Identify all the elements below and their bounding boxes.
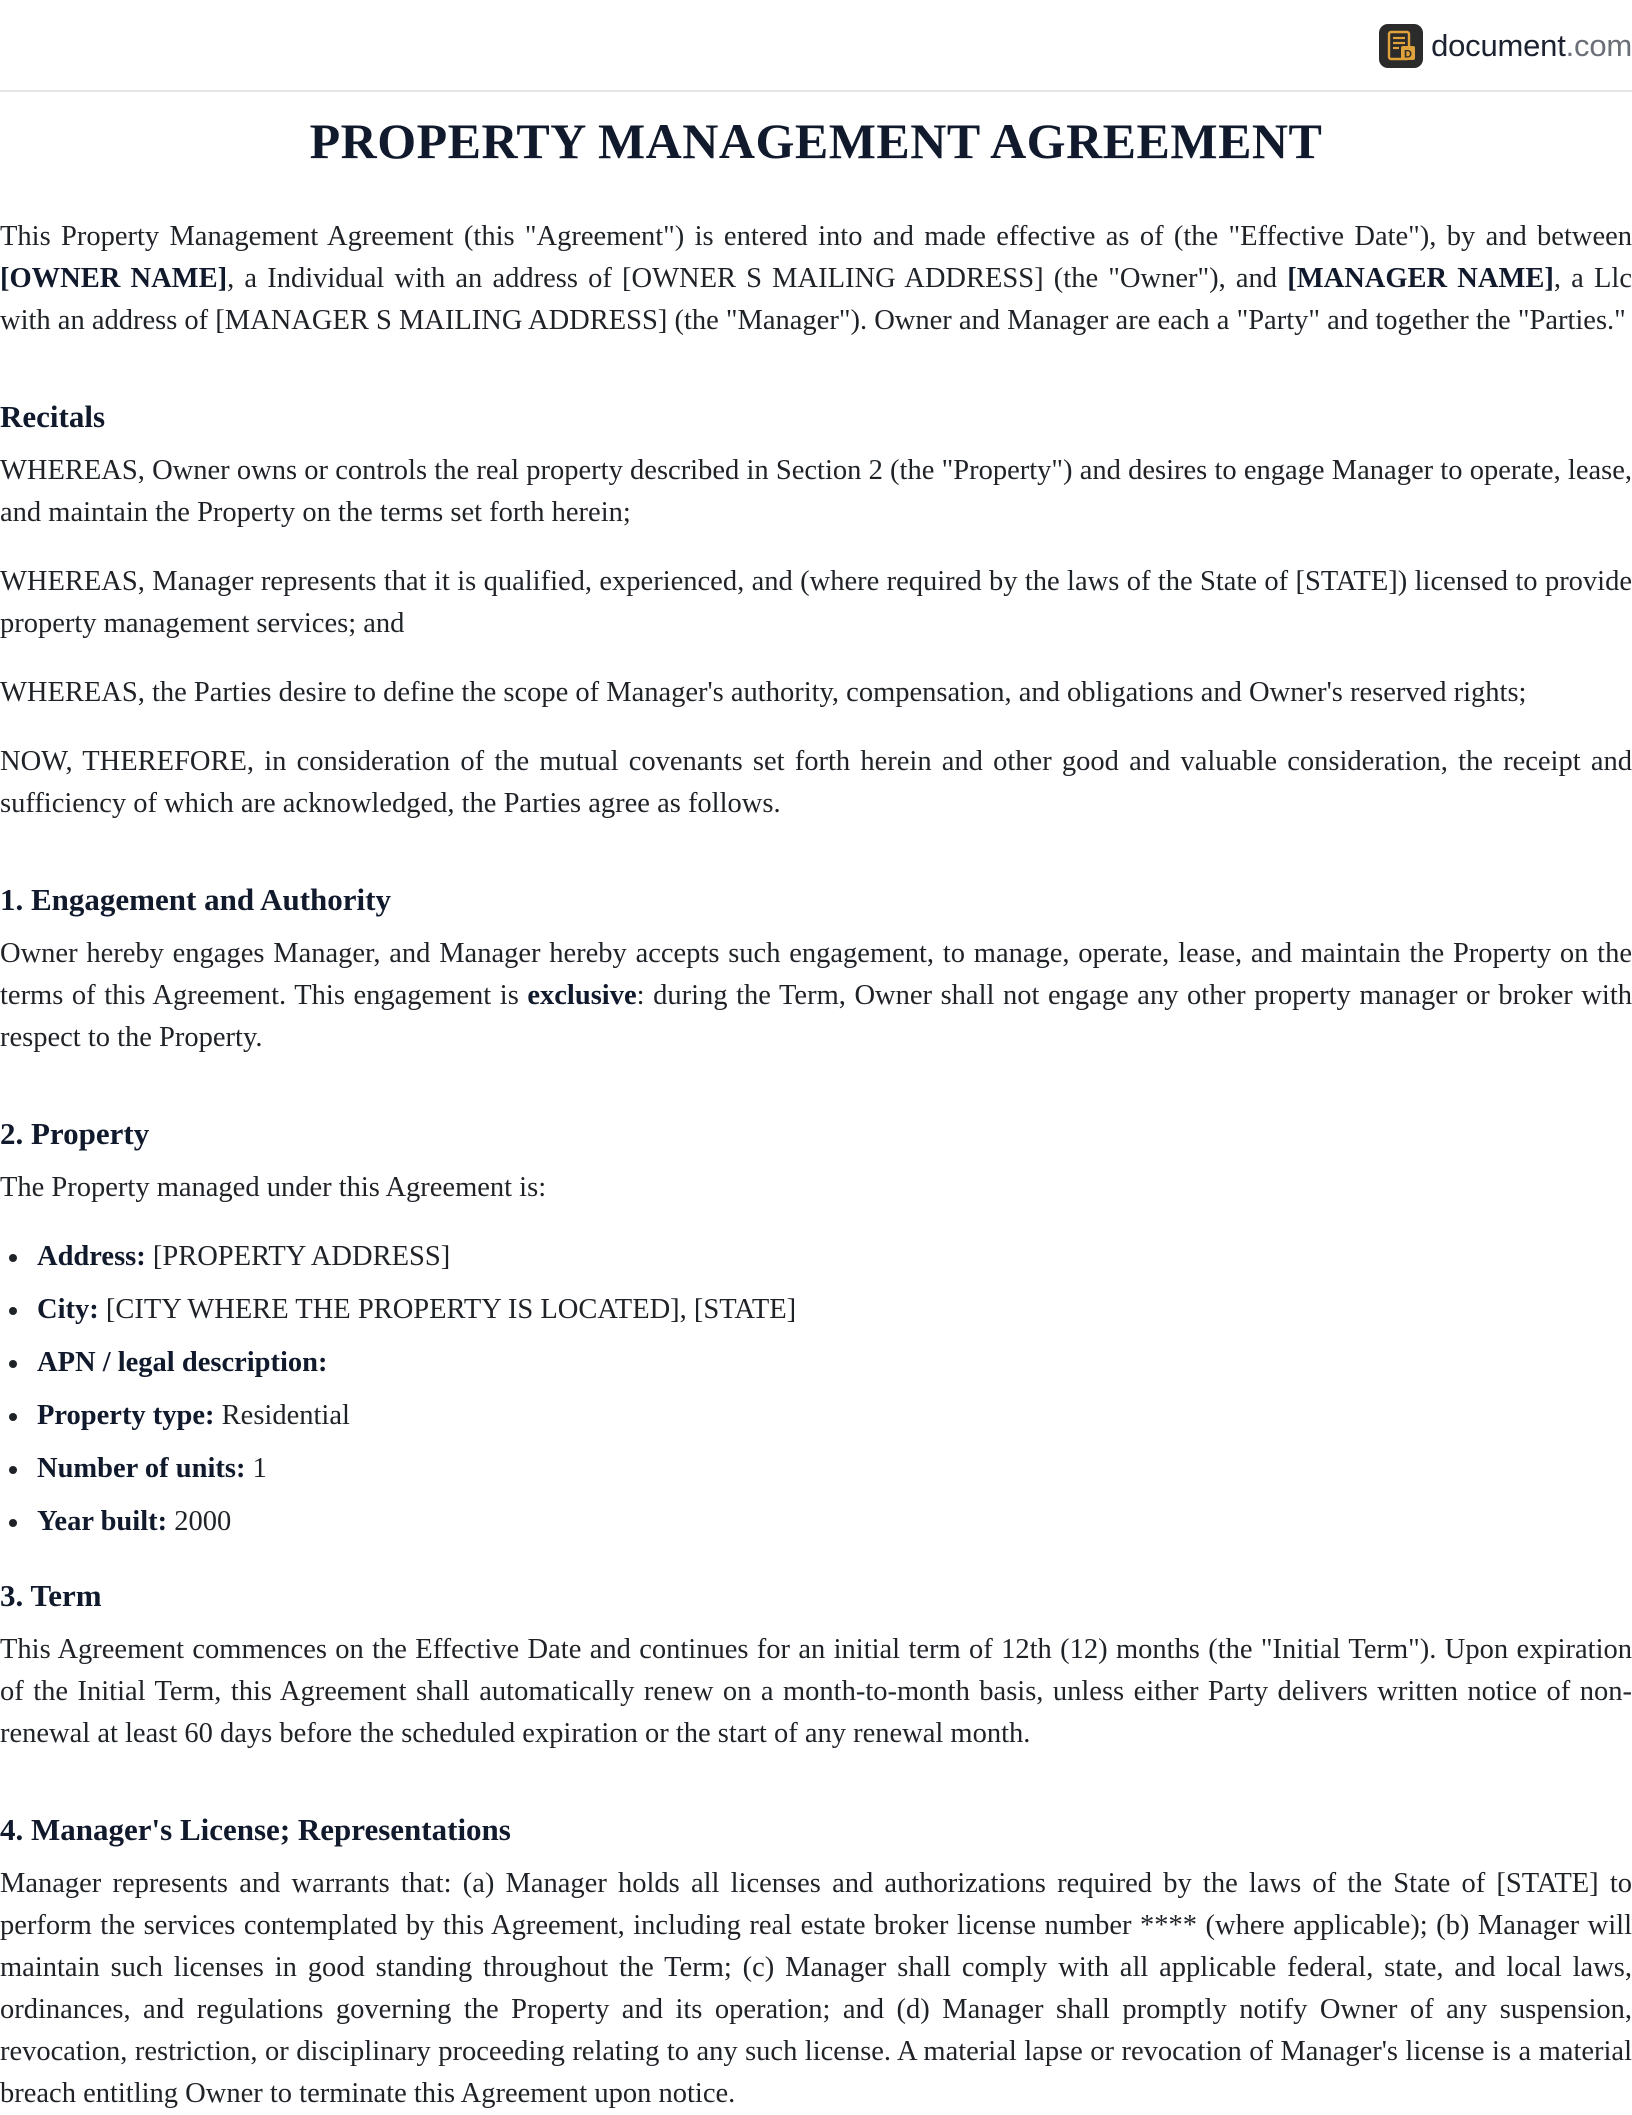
- document-title: PROPERTY MANAGEMENT AGREEMENT: [309, 113, 1323, 169]
- section-2-heading: 2. Property: [0, 1116, 150, 1151]
- recital-paragraph-2: WHEREAS, Manager represents that it is qualified, experienced, and (where required by the laws of the State of [STATE]) licensed to provide property management services; and: [0, 566, 1632, 639]
- brand-wordmark: [1431, 28, 1632, 64]
- list-item-value: 1: [245, 1453, 267, 1484]
- intro-text-1: This Property Management Agreement (this "Agreement") is entered into and made effective as of (the "Effective Date"), by and between: [0, 221, 1632, 252]
- document-logo-icon: [1379, 24, 1423, 68]
- list-item: [37, 1501, 1632, 1543]
- section-4-paragraph: Manager represents and warrants that: (a) Manager holds all licenses and authorizations required by the laws of the State of [STATE] to perform the services contemplated by this Agreement, including real estate broker license number **** (where applicable); (b) Manager will maintain such licenses in good standing throughout the Term; (c) Manager shall comply with all applicable federal, state, and local laws, ordinances, and regulations governing the Property and its operation; and (d) Manager shall promptly notify Owner of any suspension, revocation, restriction, or disciplinary proceeding relating to any such license. A material lapse or revocation of Manager's license is a material breach entitling Owner to terminate this Agreement upon notice.: [0, 1868, 1632, 2109]
- recital-paragraph-3: WHEREAS, the Parties desire to define the scope of Manager's authority, compensation, and obligations and Owner's reserved rights;: [0, 677, 1527, 708]
- section-4-heading: 4. Manager's License; Representations: [0, 1812, 511, 1847]
- section-3-heading: 3. Term: [0, 1578, 102, 1613]
- list-item: [37, 1289, 1632, 1331]
- intro-paragraph: [0, 216, 1632, 342]
- section-1-text-2: : during the Term, Owner shall not engage any other property manager or broker with respect to the Property.: [0, 980, 1632, 1053]
- list-item: [37, 1342, 1632, 1384]
- intro-text-3: , a Llc with an address of [MANAGER S MAILING ADDRESS] (the "Manager"). Owner and Manager are each a "Party" and together the "Parties.": [0, 263, 1632, 336]
- owner-name: [OWNER NAME]: [0, 263, 228, 294]
- list-item-value: 2000: [167, 1506, 232, 1537]
- manager-name: [MANAGER NAME]: [1287, 263, 1554, 294]
- list-item-value: [CITY WHERE THE PROPERTY IS LOCATED], [STATE]: [98, 1294, 797, 1325]
- list-item-label: Number of units:: [37, 1453, 246, 1484]
- brand-link[interactable]: [1379, 24, 1632, 68]
- list-item: [37, 1236, 1632, 1278]
- list-item-value: Residential: [214, 1400, 350, 1431]
- recital-paragraph-4: NOW, THEREFORE, in consideration of the mutual covenants set forth herein and other good and valuable consideration, the receipt and sufficiency of which are acknowledged, the Parties agree as follows.: [0, 746, 1632, 819]
- section-1-paragraph: [0, 933, 1632, 1059]
- svg-text:D: D: [1404, 48, 1413, 61]
- list-item-label: APN / legal description:: [37, 1347, 328, 1378]
- property-details-list: [0, 1236, 1632, 1543]
- list-item-label: City:: [37, 1294, 99, 1325]
- list-item-label: Year built:: [37, 1506, 168, 1537]
- brand-name: document: [1431, 28, 1566, 63]
- list-item-label: Property type:: [37, 1400, 215, 1431]
- document-body: [0, 92, 1632, 2115]
- recitals-heading: Recitals: [0, 399, 106, 434]
- top-bar: [0, 0, 1632, 92]
- section-1-heading: 1. Engagement and Authority: [0, 882, 391, 917]
- section-3-paragraph: This Agreement commences on the Effective Date and continues for an initial term of 12th (12) months (the "Initial Term"). Upon expiration of the Initial Term, this Agreement shall automatically renew on a month-to-month basis, unless either Party delivers written notice of non-renewal at least 60 days before the scheduled expiration or the start of any renewal month.: [0, 1634, 1632, 1749]
- list-item-label: Address:: [37, 1241, 146, 1272]
- list-item: [37, 1395, 1632, 1437]
- recital-paragraph-1: WHEREAS, Owner owns or controls the real property described in Section 2 (the "Property") and desires to engage Manager to operate, lease, and maintain the Property on the terms set forth herein;: [0, 455, 1632, 528]
- intro-text-2: , a Individual with an address of [OWNER S MAILING ADDRESS] (the "Owner"), and: [227, 263, 1288, 294]
- brand-tld: .com: [1565, 28, 1632, 63]
- list-item: [37, 1448, 1632, 1490]
- section-1-text-1: Owner hereby engages Manager, and Manager hereby accepts such engagement, to manage, operate, lease, and maintain the Property on the terms of this Agreement. This engagement is: [0, 938, 1632, 1011]
- section-2-lead: The Property managed under this Agreement is:: [0, 1172, 547, 1203]
- list-item-value: [PROPERTY ADDRESS]: [145, 1241, 451, 1272]
- section-1-bold: exclusive: [527, 980, 637, 1011]
